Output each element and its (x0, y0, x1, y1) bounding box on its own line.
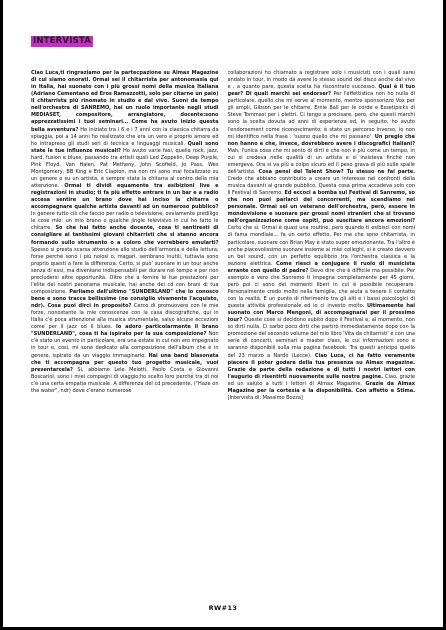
answer-text: Ciao, grazie ed un saluto a tutti i lettori di Almax Magazine. (227, 373, 415, 387)
answer-text: collaborazioni ho chiamato a registrare solo i musicisti con i quali sarei andato in tour, in modo da avere lo stesso sound del disco anche dal vivo e , a quanto pare, questa scelta ha riscontrato successo. (227, 70, 415, 91)
answer-text: In genere tutto ciò che faccio per radio o televisione, ovviamente prediligo le cose mie: un mio brano o qualche jingle televisivo in cui ho fatto le chitarre. (31, 211, 219, 232)
question-text: Ciao Luca,ti ringraziamo per la partecpazione su Almax Magazine di cui siamo onorati. Ormai sei il chitarrista per antonomasia qui in Italia, hai suonato con i più grossi nomi della musica Italiana (Adriano Cementano ed Eros Ramazzotti, solo per citarne un paio) il chitarrista più rinomato in studio e dal vivo. Suoni da tempo nell'orchestra di SANREMO, hai un ruolo importante negli studi MEDIASET, compositore, arrangiatore, docente:sono apprezzatissimi i tuoi seminari… Come ha avuto inizio questa bella avventura? (31, 70, 219, 133)
article-column-text (228, 70, 416, 402)
answer-text: Non c'è stato un evento in particolare, era una estate in cui non ero impegnato in tour e, così, mi sono dedicato alla composizione dell'album che è in genere, ispirato da un viaggio immaginario. (31, 331, 219, 359)
answer-text: Cerco di promuovere con le mie forze, nonostante la mie conoscenze con la casa discografiche, qui in Italia c'è poca attenzione alla musica strumentale, salvo alcune eccezioni come per il jazz od il blues. (31, 303, 219, 331)
article-body (31, 70, 415, 596)
question-text: Ciao Luca, ci ha fatto veramente piacere il poter godere della tua presenza su Almax magazine. Grazie da parte della redazione e di tutti i nostri lettori con l'augurio di risentirti nuovamente sulle nostre pagine. (227, 352, 415, 380)
article-column-right (228, 70, 416, 596)
question-text: Ormai ti dividi equamente tra esibizioni live e registrazioni in studio; ti fa più effetto entrare in un bar e a radio accesa sentire un brano dove hai inciso la chitarra o accompagnare qualche artista davanti ad un numeroso pubblico? (31, 183, 219, 211)
question-text: Grazie da Almax Magazine per la cortesia e la disponibilità. Con affetto e Stima. (227, 380, 415, 394)
question-text: Qual è il tuo gear? Di quali marchi sei endorser? (227, 84, 415, 98)
question-text: Parliamo dell'ultimo "SUNDERLAND" che lo conosco bene e sono tracce bellissime (ne consiglio vivamente l'acquisto, ndr). Cosa puoi dirci in proposito? (31, 288, 219, 310)
question-text: Io adoro particolarmente il brano "SUNDERLAND", cosa ti ha ispirato per la sua composizione? (31, 324, 219, 338)
article-column-text (31, 70, 219, 395)
question-text: Hai una band blasonata che ti accompagna per questo tuo progetto musicale, vuoi presentarcela? (31, 352, 219, 373)
question-text: Quali sono state le tue influenze musicali? (31, 140, 219, 154)
answer-text: Ho avuto varie fasi, quella rock, jazz, hard, fusion e blues, passando tra artisti quali Led Zeppelin, Deep Purple, Pink Floyd, Van Halen, Pat Metheny, John Scofield, Jo Pass, Wes Montgomery, BB King e Eric Clapton, ma non mi sono mai focalizzato su un genere o su un artista, è sempre stata la chitarra al centro della mia attenzione. (31, 147, 219, 189)
answer-text: Mah, l'unica cosa che mi sento di dirti è che non è più come un tempo, in cui si credeva nelle qualità di un artista e si insisteva finché non emergeva. Ora si va più a colpo sicuro ed il peso grava di più sulle spalle dell'artista. (227, 147, 415, 175)
question-text: So che hai fatto anche docente, cosa ti sentiresti di consigliare ai tantissimi giovani chitarristi che si stanno ancora formando sullo strumento o a coloro che vorrebbero emularti? (31, 225, 219, 246)
answer-text: Per l'effettistica non ho nulla di particolare, quello che mi serve al momento, mentre sponsorizzo Vox per gli ampli, Gibson per le chitarre, Ernie Ball per le corde e Essetipicks di Steve Tommasi per i plettri. Ci tengo a precisare, però, che questi marchi sono la scelta dovuta ad anni di esperienza ed, in seguito, ho avuto l'endorsement come riconoscimento; è stato un percorso inverso, io non mi identifico nella frase : 'suono quello che mi passano'. (227, 91, 415, 140)
answer-text: Credo che abbiano contribuito a creare un interesse nei confronti della musica davanti al grande pubblico. Questa cosa prima accadeva solo con Il Festival di Sanremo. (227, 175, 415, 197)
answer-text: Certo che sì. Ormai è quasi una routine, però quando ti esibisci con nomi di fama mondiale… fa un certo effetto. Per me che sono chitarrista, in particolare, suonare con Brian May è stato super emozionante. Tra l'altro è anche piacevolissimo suonare insieme ai miei colleghi, si è creato davvero un bel sound, con un perfetto equilibrio tra l'orchestra classica e la sezione elettrica. (227, 225, 415, 267)
answer-text: Spesso si presta scarsa attenzione allo studio dell'armonia e della lettura, forse perché sono i più noiosi o, magari, sembrano inutili, tuttavia sono proprio questi a fare la differenza. Certo, si può' suonare in un tour anche senza di essi, ma diventano indispensabili per durare nel tempo e per non precludersi altre opportunità. Oltre che a fornire le tue prestazioni per l'elite dei nostri panorama musicale, hai anche dei cd con brani di tua composizione. (31, 246, 219, 295)
section-header-label: INTERVISTA (33, 36, 92, 46)
answer-text: [Intervista di: Massimo Bozza] (227, 394, 303, 401)
answer-text: Ho iniziato tra i 6 e i 7 anni con la classica chitarra da spiaggia, poi a 14 anni ho realizzato che era un vero e proprio amore ed ho intrapreso gli studi seri di tecnica e linguaggi musicali. (31, 126, 219, 147)
answer-text: Si, abbiamo Lele Melotti, Paolo Costa e Giovanni Boscariol, sono i miei compagni di viaggio;ho scelto loro perché tra di noi c'è una certa empatia musicale. A differenza del cd precedente, ("Haze on the water", ndr) dove c'erano numerose (31, 366, 219, 394)
question-text: Ed eccoci a bomba sul Festival di Sanremo, so che non puoi parlarci dei concorrenti, ma scendiamo nel personale. Ormai sei un veterano dell'orchestra, però, essere in mondovisione e suonare per grossi nomi stranieri che si trovano nell'organizzazione come ospiti, può suscitare ancora emozioni? (227, 190, 415, 225)
page-number-label: RW#13 (208, 604, 238, 612)
article-column-left (31, 70, 219, 596)
answer-text: Devo dire che è difficile ma possibile. Per esempio è vero che Sanremo ti impegna completamente per 45 giorni, però poi ci sono dei momenti liberi in cui è possibile recuperare. Personalmente credo molto nella famiglia, che aiuta a tenere il contatto con la realtà. E un punto di riferimento tra gli alti e i bassi psicologici di questa attività professionale ed io ci investo molto. (227, 267, 415, 310)
question-text: Un pregio che non hanno e che, invece, dovrebbero avere i discografici Italiani? (227, 133, 415, 147)
question-text: Cosa pensi del Talent Show? Tu stesso ne fai parte. (258, 168, 415, 175)
question-text: Come riesci a conjugare il ruolo di musicista errante con quello di padre? (227, 260, 415, 274)
answer-text: Queste cose si decidono subito dopo il Festival e, al momento, non so dirti nulla. Ci sarbo poco dirti che partirò immediatamente dopo con la promozione del secondo volume del mio libro 'Vita da chitarristi' e con una serie di concerti, seminari e master class, le cui informazioni sono e saranno disponibili sulla mia pagina facebook. Tra questi anticipo quello del 23 marzo a Nardò (Lecce). (227, 317, 415, 359)
question-text: Ultimamente hai suonato con Marco Mengoni, di accompagnarai per il prossimo tour? (227, 303, 415, 324)
